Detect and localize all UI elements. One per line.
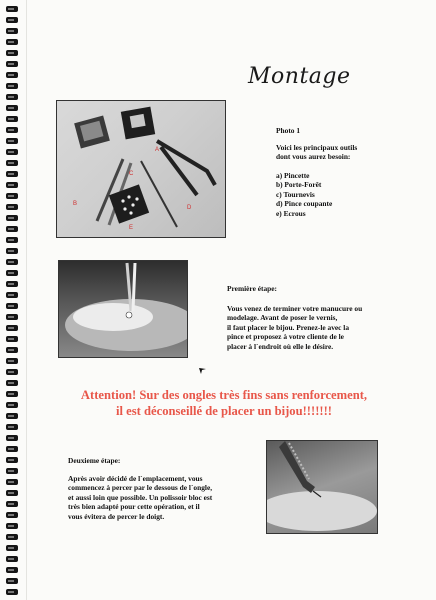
binding-coil (6, 226, 18, 232)
tweezers-illustration (59, 261, 187, 357)
binding-coil (6, 72, 18, 78)
binding-coil (6, 479, 18, 485)
binding-coil (6, 50, 18, 56)
binding-coil (6, 171, 18, 177)
binding-coil (6, 413, 18, 419)
binding-coil (6, 83, 18, 89)
binding-coil (6, 325, 18, 331)
step1-body: Vous venez de terminer votre manucure ou modelage. Avant de poser le vernis, il faut placer le bijou. Prenez-le avec la pince et proposez à votre cliente de le placer à l`endroit où elle le désire. (227, 304, 363, 351)
binding-coil (6, 435, 18, 441)
binding-coil (6, 193, 18, 199)
step1-title: Première étape: (227, 284, 277, 293)
page-edge (26, 0, 27, 600)
binding-coil (6, 116, 18, 122)
binding-coil (6, 127, 18, 133)
list-item: b) Porte-Forêt (276, 180, 322, 190)
binding-coil (6, 248, 18, 254)
binding-coil (6, 457, 18, 463)
binding-coil (6, 512, 18, 518)
binding-coil (6, 237, 18, 243)
step2-body: Après avoir décidé de l`emplacement, vous commencez à percer par le dessous de l`ongle, et aussi loin que possible. Un polissoir bloc est très bien adapté pour cette opération, et il vous évitera de percer le doigt. (68, 474, 213, 521)
tool-label-c: C (129, 171, 134, 177)
binding-coil (6, 204, 18, 210)
binding-coil (6, 149, 18, 155)
tool-label-d: D (187, 205, 192, 211)
attention-warning: Attention! Sur des ongles très fins sans renforcement, il est déconseillé de placer un bijou!!!!!!! (80, 388, 368, 418)
binding-coil (6, 215, 18, 221)
binding-coil (6, 523, 18, 529)
binding-coil (6, 314, 18, 320)
binding-coil (6, 446, 18, 452)
binding-coil (6, 380, 18, 386)
binding-coil (6, 160, 18, 166)
list-item: a) Pincette (276, 171, 310, 180)
tool-label-e: E (129, 225, 134, 231)
binding-coil (6, 347, 18, 353)
binding-coil (6, 28, 18, 34)
binding-coil (6, 358, 18, 364)
list-item: d) Pince coupante (276, 199, 333, 209)
binding-coil (6, 270, 18, 276)
binding-coil (6, 369, 18, 375)
binding-coil (6, 545, 18, 551)
binding-coil (6, 424, 18, 430)
binding-coil (6, 6, 18, 12)
binding-coil (6, 105, 18, 111)
tools-illustration (57, 101, 225, 237)
binding-coil (6, 259, 18, 265)
binding-coil (6, 39, 18, 45)
step2-title: Deuxieme étape: (68, 456, 121, 465)
binding-coil (6, 94, 18, 100)
list-item: c) Tournevis (276, 189, 315, 199)
list-item: e) Ecrous (276, 208, 306, 218)
binding-coil (6, 281, 18, 287)
binding-coil (6, 292, 18, 298)
binding-coil (6, 589, 18, 595)
page-title: Montage (248, 64, 351, 89)
tools-photo (56, 100, 226, 238)
binding-coil (6, 303, 18, 309)
binding-coil (6, 534, 18, 540)
tools-list (276, 171, 332, 218)
binding-coil (6, 501, 18, 507)
spiral-binding (0, 0, 22, 600)
tool-label-b: B (73, 201, 78, 207)
binding-coil (6, 182, 18, 188)
binding-coil (6, 468, 18, 474)
binding-coil (6, 567, 18, 573)
photo-caption: Photo 1 (276, 126, 301, 135)
drill-illustration (267, 441, 377, 533)
tools-intro: Voici les principaux outils dont vous aurez besoin: (276, 143, 358, 162)
binding-coil (6, 578, 18, 584)
binding-coil (6, 61, 18, 67)
small-mark-icon (199, 368, 206, 374)
binding-coil (6, 336, 18, 342)
drill-photo (266, 440, 378, 534)
binding-coil (6, 490, 18, 496)
binding-coil (6, 556, 18, 562)
binding-coil (6, 402, 18, 408)
binding-coil (6, 138, 18, 144)
tool-label-a: A (155, 147, 160, 153)
binding-coil (6, 391, 18, 397)
tweezers-photo (58, 260, 188, 358)
binding-coil (6, 17, 18, 23)
